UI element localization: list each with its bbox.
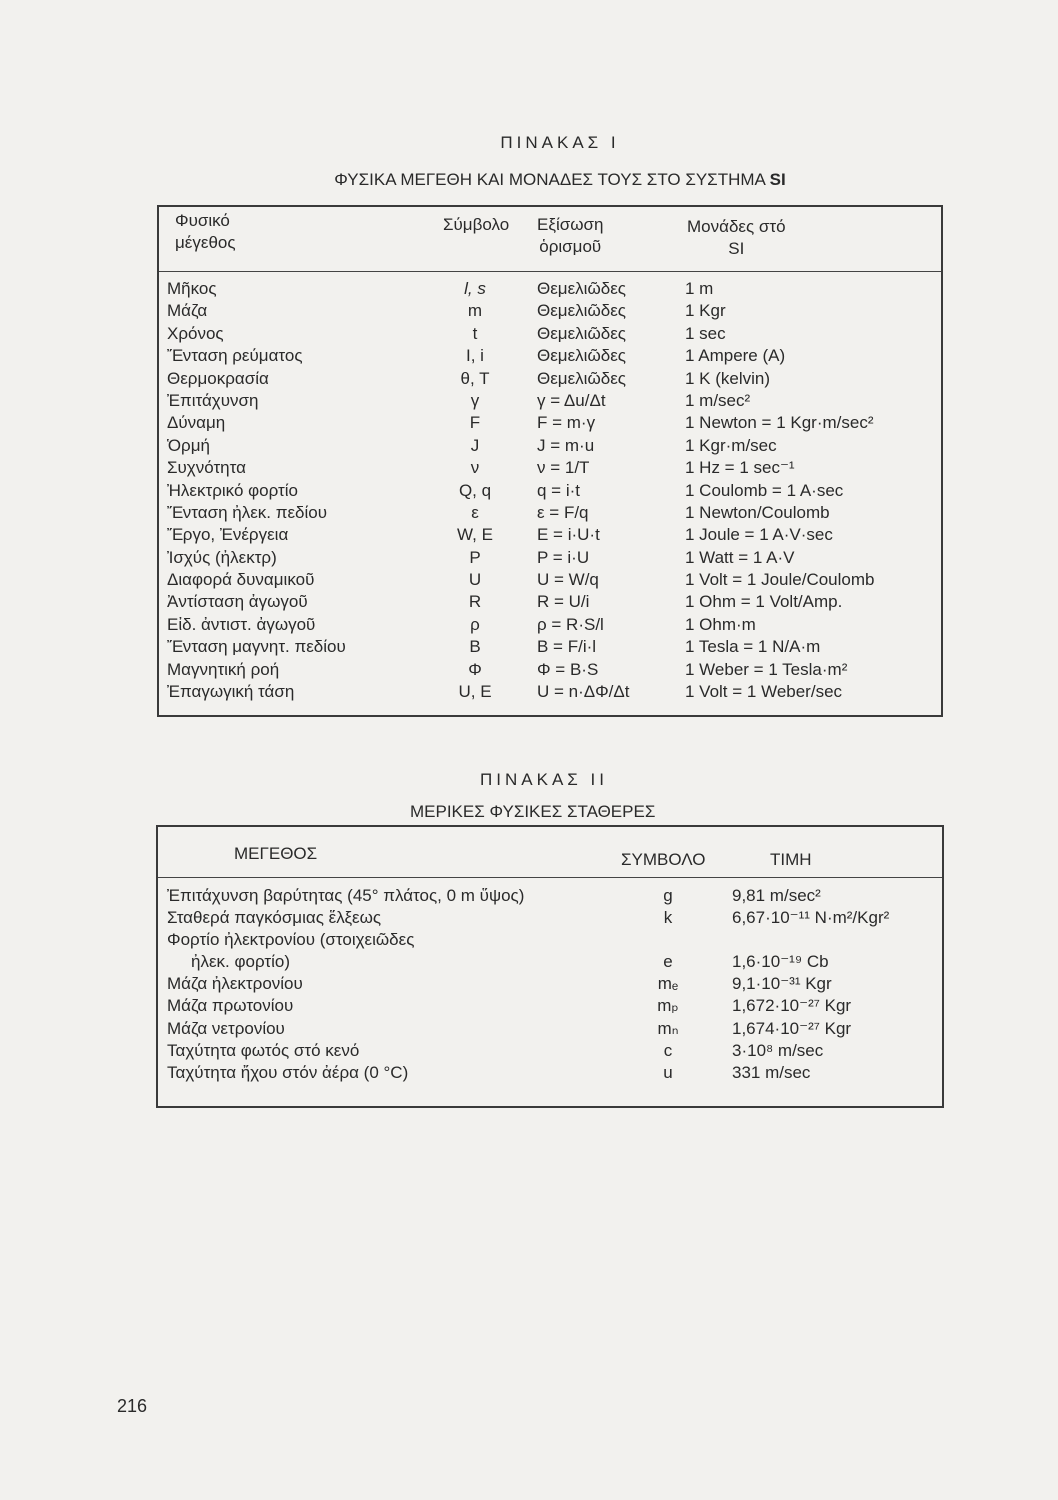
cell-equation: q = i·t [537, 480, 580, 500]
table-row [159, 278, 941, 300]
table1-subtitle [0, 170, 1058, 190]
cell-quantity: ἠλεκ. φορτίο) [191, 952, 290, 972]
t1-header-units-line1: Μονάδες στό [687, 217, 786, 236]
cell-symbol: g [663, 886, 673, 905]
cell-quantity: Ὁρμή [167, 435, 210, 455]
cell-quantity: Εἰδ. ἀντιστ. ἀγωγοῦ [167, 614, 316, 634]
table2 [156, 825, 944, 1108]
cell-symbol: ν [470, 458, 480, 478]
cell-symbol: t [472, 323, 478, 343]
cell-quantity: Μάζα ἠλεκτρονίου [167, 974, 303, 994]
cell-quantity: Χρόνος [167, 323, 224, 343]
cell-unit: 1 Volt = 1 Joule/Coulomb [685, 570, 875, 590]
table-row [158, 929, 942, 951]
t1-header-equation-line1: Εξίσωση [537, 215, 604, 234]
cell-symbol: F [469, 413, 481, 433]
cell-quantity: Δύναμη [167, 413, 226, 433]
cell-symbol: mₙ [657, 1018, 679, 1038]
cell-equation: U = n·ΔΦ/Δt [537, 682, 630, 702]
cell-value: 331 m/sec [732, 1062, 811, 1082]
cell-equation: B = F/i·l [537, 637, 597, 657]
cell-equation: E = i·U·t [537, 525, 600, 545]
table-row [159, 547, 941, 569]
cell-symbol: θ, Τ [460, 368, 490, 388]
table-row [159, 591, 941, 613]
table1-subtitle-text: ΦΥΣΙΚΑ ΜΕΓΕΘΗ ΚΑΙ ΜΟΝΑΔΕΣ ΤΟΥΣ ΣΤΟ ΣΥΣΤΗΜΑ [334, 170, 765, 189]
cell-value: 1,6·10⁻¹⁹ Cb [732, 952, 829, 972]
cell-equation: γ = Δu/Δt [537, 390, 606, 410]
cell-unit: 1 Tesla = 1 N/A·m [685, 637, 821, 657]
table-row [158, 973, 942, 995]
table-row [159, 300, 941, 322]
cell-quantity: Ἔργο, Ἐνέργεια [167, 525, 289, 545]
cell-quantity: Μῆκος [167, 279, 217, 298]
cell-equation: J = m·u [537, 435, 595, 455]
cell-symbol: γ [470, 390, 480, 410]
cell-quantity: Μαγνητική ροή [167, 659, 280, 679]
cell-quantity: Μάζα νετρονίου [167, 1018, 285, 1038]
cell-equation: Θεμελιῶδες [537, 301, 626, 321]
cell-unit: 1 Kgr·m/sec [685, 435, 777, 455]
cell-unit: 1 m [685, 279, 714, 298]
table2-title: ΠΙΝΑΚΑΣ ΙΙ [480, 770, 608, 789]
t2-body [158, 885, 942, 1084]
table1 [157, 205, 943, 717]
cell-quantity: Ἔνταση ἠλεκ. πεδίου [167, 502, 328, 522]
cell-unit: 1 Weber = 1 Tesla·m² [685, 659, 848, 679]
table1-subtitle-si: SI [769, 170, 786, 189]
cell-unit: 1 Coulomb = 1 A·sec [685, 480, 844, 500]
cell-unit: 1 Newton/Coulomb [685, 502, 830, 522]
table-row [158, 1018, 942, 1040]
cell-value: 1,674·10⁻²⁷ Kgr [732, 1018, 852, 1038]
cell-quantity: Ταχύτητα φωτός στό κενό [167, 1040, 360, 1060]
cell-equation: U = W/q [537, 570, 599, 590]
cell-quantity: Θερμοκρασία [167, 368, 269, 388]
cell-unit: 1 K (kelvin) [685, 368, 771, 388]
cell-symbol: ε [471, 502, 479, 522]
t1-header-divider [159, 271, 941, 272]
table-row [158, 995, 942, 1017]
cell-quantity: Μάζα [167, 301, 208, 321]
cell-symbol: k [663, 908, 673, 928]
cell-quantity: Μάζα πρωτονίου [167, 996, 294, 1016]
t1-header-quantity-line1: Φυσικό [175, 211, 230, 230]
table-row [159, 524, 941, 546]
cell-quantity: Φορτίο ἠλεκτρονίου (στοιχειῶδες [167, 930, 415, 950]
t1-header-units [687, 216, 786, 260]
table-row [159, 636, 941, 658]
cell-symbol: Φ [468, 659, 482, 679]
table-row [159, 457, 941, 479]
cell-equation: Θεμελιῶδες [537, 323, 626, 343]
table1-title: ΠΙΝΑΚΑΣ Ι [500, 133, 620, 152]
table2-subtitle: ΜΕΡΙΚΕΣ ΦΥΣΙΚΕΣ ΣΤΑΘΕΡΕΣ [410, 802, 656, 821]
cell-quantity: Ἐπαγωγική τάση [167, 682, 295, 702]
cell-symbol: u [663, 1062, 673, 1082]
cell-value: 3·10⁸ m/sec [732, 1040, 824, 1060]
cell-unit: 1 Ohm·m [685, 614, 756, 634]
cell-symbol: Q, q [458, 480, 492, 500]
cell-equation: Θεμελιῶδες [537, 346, 626, 366]
page-number: 216 [117, 1396, 148, 1416]
cell-quantity: Ἔνταση ρεύματος [167, 346, 303, 366]
cell-quantity: Ἰσχύς (ἠλεκτρ) [167, 547, 277, 567]
t1-header-units-line2: SI [728, 239, 745, 258]
table-row [159, 659, 941, 681]
t1-body [159, 278, 941, 703]
cell-equation: Θεμελιῶδες [537, 279, 626, 298]
t2-header-value: ΤΙΜΗ [770, 850, 812, 869]
t2-header-divider [158, 877, 942, 878]
cell-equation: Θεμελιῶδες [537, 368, 626, 388]
cell-value: 1,672·10⁻²⁷ Kgr [732, 996, 852, 1016]
cell-equation: ρ = R·S/l [537, 614, 604, 634]
cell-symbol: c [663, 1040, 673, 1060]
table-row [159, 681, 941, 703]
table-row [159, 390, 941, 412]
t2-header-symbol: ΣΥΜΒΟΛΟ [621, 850, 706, 869]
table-row [158, 885, 942, 907]
cell-symbol: W, E [457, 525, 493, 545]
cell-symbol: U [468, 570, 482, 590]
t1-header-symbol: Σύμβολο [443, 215, 510, 234]
cell-equation: ν = 1/T [537, 458, 590, 478]
cell-unit: 1 Newton = 1 Kgr·m/sec² [685, 413, 874, 433]
cell-symbol: R [468, 592, 482, 612]
table-row [159, 435, 941, 457]
cell-quantity: Ἔνταση μαγνητ. πεδίου [167, 637, 346, 657]
cell-quantity: Ταχύτητα ἤχου στόν ἀέρα (0 °C) [167, 1062, 409, 1082]
table-row [159, 368, 941, 390]
cell-quantity: Σταθερά παγκόσμιας ἕλξεως [167, 908, 382, 928]
table-row [158, 1040, 942, 1062]
cell-unit: 1 sec [685, 323, 726, 343]
table-row [159, 480, 941, 502]
cell-symbol: U, E [458, 682, 492, 702]
table-row [159, 412, 941, 434]
table-row [158, 1062, 942, 1084]
cell-equation: F = m·γ [537, 413, 596, 433]
t1-header-equation-line2: ὁρισμοῦ [539, 237, 602, 256]
t1-header-quantity [175, 210, 236, 254]
cell-quantity: Συχνότητα [167, 458, 246, 478]
cell-symbol: I, i [466, 346, 484, 366]
table-row [159, 345, 941, 367]
table-row [158, 907, 942, 929]
cell-value: 6,67·10⁻¹¹ N·m²/Kgr² [732, 908, 890, 928]
cell-symbol: mₑ [657, 974, 679, 994]
cell-equation: ε = F/q [537, 502, 589, 522]
cell-unit: 1 Ampere (A) [685, 346, 786, 366]
cell-equation: P = i·U [537, 547, 590, 567]
cell-symbol: ρ [470, 614, 480, 634]
cell-unit: 1 Watt = 1 A·V [685, 547, 795, 567]
cell-quantity: Ἐπιτάχυνση βαρύτητας (45° πλάτος, 0 m ὕψος) [167, 886, 525, 905]
cell-quantity: Ἠλεκτρικό φορτίο [167, 480, 299, 500]
cell-unit: 1 Hz = 1 sec⁻¹ [685, 458, 795, 478]
cell-symbol: mₚ [657, 996, 679, 1016]
cell-quantity: Ἐπιτάχυνση [167, 390, 259, 410]
cell-value: 9,1·10⁻³¹ Kgr [732, 974, 832, 994]
table-row [159, 502, 941, 524]
cell-equation: R = U/i [537, 592, 590, 612]
cell-symbol: l, s [464, 279, 486, 298]
t1-header-equation [537, 214, 603, 258]
table-row [159, 614, 941, 636]
cell-unit: 1 Joule = 1 A·V·sec [685, 525, 833, 545]
cell-value: 9,81 m/sec² [732, 886, 821, 905]
table-row [158, 951, 942, 973]
cell-symbol: J [470, 435, 480, 455]
table-row [159, 323, 941, 345]
cell-symbol: e [663, 952, 673, 972]
cell-quantity: Διαφορά δυναμικοῦ [167, 570, 315, 590]
cell-unit: 1 Kgr [685, 301, 726, 321]
t1-header-quantity-line2: μέγεθος [175, 233, 236, 252]
cell-symbol: P [469, 547, 481, 567]
cell-equation: Φ = B·S [537, 659, 599, 679]
cell-unit: 1 m/sec² [685, 390, 751, 410]
table-row [159, 569, 941, 591]
cell-symbol: m [467, 301, 483, 321]
cell-unit: 1 Volt = 1 Weber/sec [685, 682, 843, 702]
cell-unit: 1 Ohm = 1 Volt/Amp. [685, 592, 843, 612]
cell-quantity: Ἀντίσταση ἀγωγοῦ [167, 592, 308, 612]
cell-symbol: B [469, 637, 481, 657]
t2-header-quantity: ΜΕΓΕΘΟΣ [234, 844, 318, 863]
